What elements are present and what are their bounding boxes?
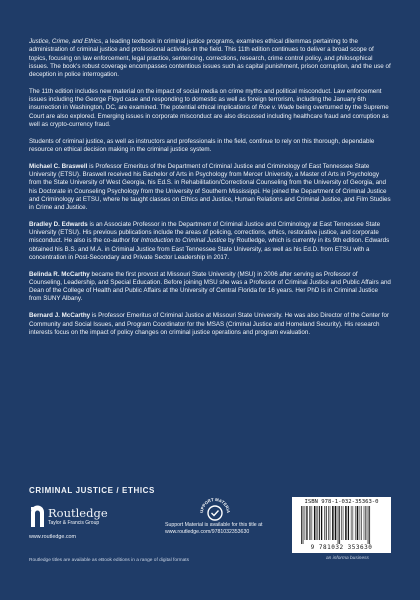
barcode-bar xyxy=(357,506,359,540)
description-paragraph: Students of criminal justice, as well as instructors and professionals in the field, continue to rely on this thorough, dependable resource on ethical decision making in the criminal justice system. xyxy=(29,137,375,153)
author-bio: Belinda R. McCarthy became the first provost at Missouri State University (MSU) in 2006 after serving as Professor of Counseling, Leadership, and Special Education. Before joining MSU she was a Professor of Criminal Justice and Public Affairs and Dean of the College of Health and Public Affairs at the University of Central Florida for 16 years. Her PhD is in Criminal Justice from SUNY Albany. xyxy=(29,270,391,303)
support-url[interactable]: www.routledge.com/9781032353630 xyxy=(165,529,250,535)
description-paragraph: The 11th edition includes new material on the impact of social media on crime myths and political misconduct. Law enforcement issues including the George Floyd case and responding to domestic as well as foreign terrorism, including the January 6th insurrection in Washington, DC, are examined. The potential ethical implications of Roe v. Wade being overturned by the Supreme Court are also explored. Emerging issues in corporate misconduct are also discussed including healthcare fraud and corruption as well as crypto-currency fraud. xyxy=(29,87,389,128)
barcode-bar xyxy=(305,506,306,540)
author-bio: Bernard J. McCarthy is Professor Emeritus of Criminal Justice at Missouri State University. He was also Director of the Center for Community and Social Issues, and Program Coordinator for the MSAS (Criminal Justice and Homeland Security). His research interests focus on the impact of policy changes on criminal justice operations and program evaluation. xyxy=(29,312,390,336)
barcode xyxy=(292,497,391,553)
barcode-bar xyxy=(343,506,344,540)
barcode-bar xyxy=(360,506,361,540)
barcode-bar xyxy=(330,506,331,540)
barcode-bar xyxy=(306,506,307,540)
barcode-bar xyxy=(303,506,304,544)
barcode-bar xyxy=(326,506,327,540)
barcode-bar xyxy=(369,506,370,544)
barcode-bar xyxy=(319,506,320,540)
informa-tagline: an informa business xyxy=(326,556,369,561)
barcode-bar xyxy=(353,506,354,540)
barcode-bar xyxy=(348,506,349,540)
barcode-bar xyxy=(361,506,362,540)
author-bio: Michael C. Braswell is Professor Emeritus of the Department of Criminal Justice and Criminology of East Tennessee State University (ETSU). Braswell received his Bachelor of Arts in Psychology from Mercer University, a Master of Arts in Psychology from the State University of West Georgia, his Ed.S. in Rehabilitation/Correctional Counseling from the University of Georgia, and his Doctorate in Counseling Psychology from the University of Southern Mississippi. He joined the Department of Criminal Justice and Criminology at ETSU, where he taught classes on Ethics and Justice, Human Relations and Criminal Justice, and Film Studies in Crime and Justice. xyxy=(29,162,391,212)
support-material-badge-icon xyxy=(195,497,235,521)
support-badge-text: UPPORT MATERIA xyxy=(198,497,232,514)
barcode-bars xyxy=(299,506,385,544)
barcode-bar xyxy=(314,506,316,540)
barcode-bar xyxy=(355,506,356,540)
barcode-bar xyxy=(335,506,337,540)
publisher-name: Routledge xyxy=(48,506,108,520)
barcode-bar xyxy=(332,506,334,540)
barcode-bar xyxy=(301,506,302,544)
barcode-bar xyxy=(309,506,310,540)
publisher-group: Taylor & Francis Group xyxy=(48,520,100,526)
isbn-label: ISBN 978-1-032-35363-0 xyxy=(304,499,379,505)
barcode-bar xyxy=(321,506,322,540)
barcode-bar xyxy=(365,506,366,540)
barcode-bar xyxy=(324,506,325,540)
barcode-bar xyxy=(345,506,347,540)
description-column xyxy=(29,38,391,346)
ebook-note: Routledge titles are available as eBook editions in a range of digital formats xyxy=(29,558,189,563)
barcode-bar xyxy=(341,506,342,540)
author-bio: Bradley D. Edwards is an Associate Professor in the Department of Criminal Justice and Criminology at East Tennessee State University (ETSU). His previous publications include the areas of policing, corrections, ethics, restorative justice, and corporate misconduct. He also is the co-author for Introduction to Criminal Justice by Routledge, which is currently in its 9th edition. Edwards obtained his B.S. and M.A. in Criminal Justice from East Tennessee State University, as well as his Ed.D. from ETSU with a concentration in Post-Secondary and Private Sector Leadership in 2017. xyxy=(29,220,390,261)
barcode-bar xyxy=(317,506,318,540)
support-material xyxy=(165,497,275,549)
description-paragraph: Justice, Crime, and Ethics, a leading textbook in criminal justice programs, examines ethical dilemmas pertaining to the administration of criminal justice and professional activities in the field. This 11th edition continues to deliver a broad scope of topics, focusing on law enforcement, legal practice, sentencing, corrections, research, crime control policy, and philosophical issues. The book's robust coverage encompasses contentious issues such as capital punishment, prison corruption, and the use of deception in police interrogation. xyxy=(29,38,391,78)
barcode-bar xyxy=(351,506,352,540)
svg-text:SUPPORT MATERIAL xyxy=(195,497,231,513)
barcode-bar xyxy=(312,506,313,540)
publisher-logo xyxy=(29,503,129,548)
subject-category: CRIMINAL JUSTICE / ETHICS xyxy=(29,486,155,495)
publisher-url[interactable]: www.routledge.com xyxy=(29,534,77,540)
routledge-logo-icon xyxy=(29,503,46,529)
barcode-bar xyxy=(368,506,369,544)
barcode-digits: 9 781032 353630 xyxy=(310,544,373,551)
barcode-bar xyxy=(338,506,339,544)
barcode-bar xyxy=(364,506,365,540)
barcode-bar xyxy=(339,506,340,544)
support-text: Support Material is available for this title at xyxy=(165,522,263,528)
barcode-bar xyxy=(328,506,329,540)
